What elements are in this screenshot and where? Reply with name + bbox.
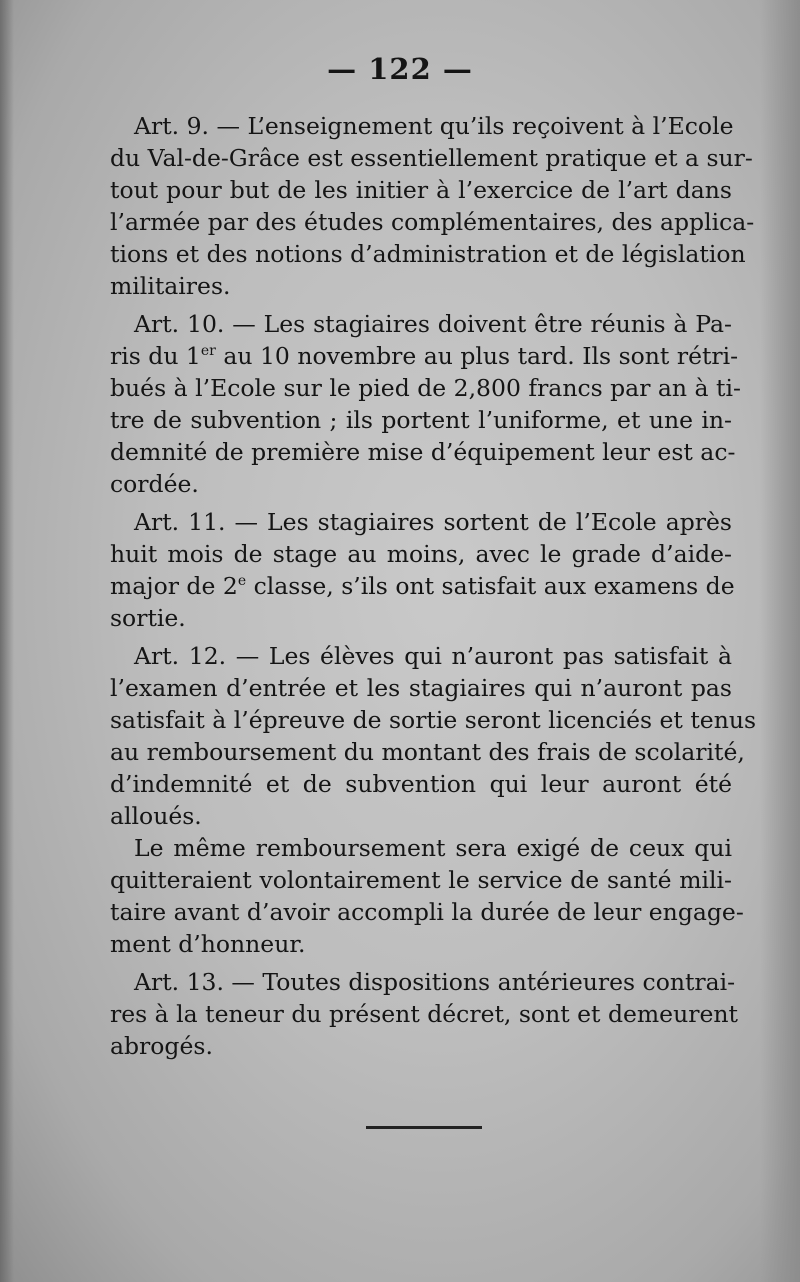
text-line: sortie. <box>110 604 186 632</box>
text-line: Art. 11. — Les stagiaires sortent de l’Ecole après <box>134 508 732 536</box>
text-line: quitteraient volontairement le service de santé mili- <box>110 866 732 894</box>
text-line: huit mois de stage au moins, avec le grade d’aide- <box>110 540 732 568</box>
text-line: ment d’honneur. <box>110 930 306 958</box>
text-line: abrogés. <box>110 1032 213 1060</box>
article-text-block <box>110 110 757 1062</box>
text-line: Art. 12. — Les élèves qui n’auront pas satisfait à <box>134 642 732 670</box>
text-line: Art. 10. — Les stagiaires doivent être réunis à Pa- <box>134 310 732 338</box>
text-line: tout pour but de les initier à l’exercice de l’art dans <box>110 176 732 204</box>
text-line: l’examen d’entrée et les stagiaires qui n’auront pas <box>110 674 732 702</box>
ordinal-superscript: er <box>200 343 216 359</box>
text-line: satisfait à l’épreuve de sortie seront licenciés et tenus <box>110 706 757 734</box>
text-line: d’indemnité et de subvention qui leur auront été <box>110 770 732 798</box>
text-line: militaires. <box>110 272 231 300</box>
page-number: — 122 — <box>327 52 473 86</box>
text-line: l’armée par des études complémentaires, des applica- <box>110 208 755 236</box>
closing-rule <box>366 1126 482 1129</box>
ordinal-superscript: e <box>237 573 247 589</box>
text-line: au remboursement du montant des frais de scolarité, <box>110 738 745 766</box>
text-line: demnité de première mise d’équipement leur est ac- <box>110 438 736 466</box>
text-line: bués à l’Ecole sur le pied de 2,800 francs par an à ti- <box>110 374 741 402</box>
text-line: cordée. <box>110 470 199 498</box>
text-line: alloués. <box>110 802 202 830</box>
text-line: res à la teneur du présent décret, sont et demeurent <box>110 1000 738 1028</box>
text-line: major de 2e classe, s’ils ont satisfait aux examens de <box>110 572 735 600</box>
text-line: Art. 13. — Toutes dispositions antérieures contrai- <box>134 968 736 996</box>
text-line: Le même remboursement sera exigé de ceux qui <box>134 834 732 862</box>
text-line: du Val-de-Grâce est essentiellement pratique et a sur- <box>110 144 753 172</box>
text-line: taire avant d’avoir accompli la durée de leur engage- <box>110 898 744 926</box>
text-line: tions et des notions d’administration et de législation <box>110 240 746 268</box>
text-line: ris du 1er au 10 novembre au plus tard. Ils sont rétri- <box>110 342 739 370</box>
text-line: tre de subvention ; ils portent l’uniforme, et une in- <box>110 406 732 434</box>
text-line: Art. 9. — L’enseignement qu’ils reçoivent à l’Ecole <box>134 112 734 140</box>
